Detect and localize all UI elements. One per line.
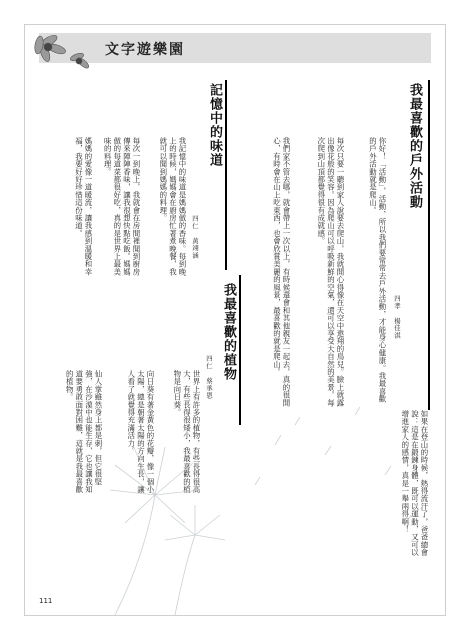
title-rule: [225, 80, 227, 270]
article-title: 我最喜歡的戶外活動: [407, 83, 422, 209]
article-author: 四孝 楊佳淇: [393, 295, 401, 340]
article-paragraph: 如果在登山的時候，熱得流汗了，爸爸總會說：這是在鍛鍊身體，既可以運動，又可以增進家人的感情，真是一舉兩得啊！: [400, 410, 429, 557]
article-title: 我最喜歡的植物: [221, 283, 236, 381]
magazine-page: [24, 24, 446, 616]
article-author: 四仁 蔡承恩: [205, 355, 213, 400]
article-paragraph: 你好！「活動」，活動，所以我們要常常去戶外活動，才能身心健康。我最喜歡的戶外活動就是爬山。: [368, 137, 387, 403]
title-rule: [428, 80, 430, 410]
article-paragraph: 我記憶中的味道是媽媽做的香味。每到晚上的時候，媽媽會在廚房忙著煮晚餐，我就可以聞到媽媽的料理。: [158, 137, 187, 276]
dandelion-illustration: [25, 385, 445, 615]
page-number: 111: [39, 597, 53, 605]
article-paragraph: 世界上有許多的植物，有些長得很高大，有些長得很矮小，我最喜歡的植物是向日葵。: [172, 370, 201, 494]
article-author: 四仁 黃翊涵: [191, 215, 199, 260]
article-paragraph: 每次只要一聽到家人說要去爬山，我就開心得像在天空中遨翔的鳥兒。臉上就露出像花般的笑容。因為爬山可以呼吸新鮮的空氣，還可以享受大自然的美景。每次爬到山頂都覺得很有成就感。: [316, 137, 345, 407]
article-paragraph: 媽媽的愛像一道暖流，讓我感到溫暖和幸福，我要好好珍惜這份味道。: [74, 137, 93, 276]
article-paragraph: 向日葵有著金黃色的花瓣，像一個小太陽，總是朝著太陽的方向生長，讓人看了就覺得充滿活力。: [126, 370, 155, 494]
article-paragraph: 仙人掌雖然身上都是刺，但它很堅強，在沙漠中也能生存，它也讓我知道要勇敢面對困難，這就是我最喜歡的植物。: [65, 370, 103, 494]
article-paragraph: 我們家不管去哪，就會帶上一次以上，有時候還會和其他親友一起去，真的很開心，有時會在山上吃東西，也會欣賞美麗的風景，最喜歡的就是爬山。: [272, 137, 291, 407]
section-title: 文字遊樂園: [105, 42, 185, 58]
article-paragraph: 每次一到晚上，我就會在房間裡聞到廚房傳來陣陣香味，讓我很想快點吃飯。媽媽做的每道菜都很好吃，真的是世界上最美味的料理。: [103, 137, 141, 276]
flower-decoration-icon: [27, 27, 103, 73]
article-title: 記憶中的味道: [207, 83, 222, 167]
